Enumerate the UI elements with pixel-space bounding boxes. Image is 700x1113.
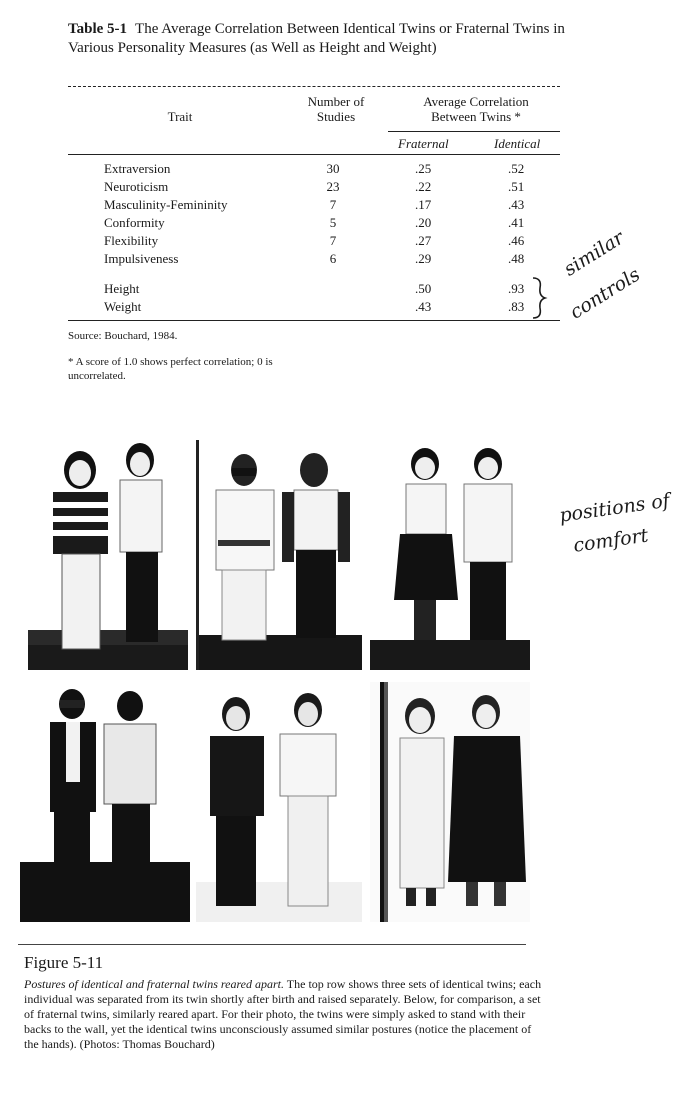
studies-cell: 7: [329, 197, 337, 212]
trait-cell: Height: [104, 281, 140, 296]
table-bottom-rule: [68, 320, 560, 321]
identical-cell: .46: [508, 233, 525, 248]
trait-cell: Weight: [104, 299, 142, 314]
identical-cell: .52: [508, 161, 525, 176]
header-studies-line1: Number of: [307, 94, 365, 109]
table-header-rule: [68, 154, 560, 155]
header-fraternal: Fraternal: [398, 136, 449, 151]
table-number: Table 5-1: [68, 21, 128, 37]
studies-cell: 23: [326, 179, 340, 194]
figure-title: Figure 5-11: [24, 953, 104, 972]
identical-cell: .41: [508, 215, 525, 230]
photo-identical-twins-4: [20, 682, 190, 922]
trait-cell: Conformity: [104, 215, 165, 230]
table-corr-rule: [388, 131, 560, 132]
handwritten-note-similar: similar: [560, 226, 628, 281]
table-top-rule: [68, 86, 560, 87]
header-trait: Trait: [167, 109, 193, 124]
identical-cell: .51: [508, 179, 525, 194]
fraternal-cell: .50: [415, 281, 432, 296]
handwritten-note-controls: controls: [566, 263, 645, 324]
trait-cell: Masculinity-Femininity: [104, 197, 228, 212]
identical-cell: .93: [508, 281, 525, 296]
studies-cell: 5: [329, 215, 337, 230]
fraternal-cell: .17: [415, 197, 432, 212]
trait-cell: Flexibility: [104, 233, 159, 248]
fraternal-cell: .29: [415, 251, 432, 266]
identical-cell: .48: [508, 251, 525, 266]
figure-caption: [24, 977, 544, 1052]
photo-identical-twins-5: [196, 682, 362, 922]
photo-identical-twins-1: [28, 440, 188, 670]
fraternal-cell: .43: [415, 299, 432, 314]
fraternal-cell: .25: [415, 161, 432, 176]
studies-cell: 6: [329, 251, 337, 266]
fraternal-cell: .20: [415, 215, 432, 230]
trait-cell: Impulsiveness: [104, 251, 179, 266]
figure-caption-body: The top row shows three sets of identical twins; each individual was separated from its twin shortly after birth and raised separately. Below, for comparison, a set of fraternal twins, similarly reared apart. For their photo, the twins were simply asked to stand with their backs to the wall, yet the identical twins unconsciously assumed similar postures (notice the placement of the hands). (Photos: Thomas Bouchard): [24, 977, 542, 1051]
handwritten-note-comfort: comfort: [572, 524, 650, 557]
table-source: Source: Bouchard, 1984.: [68, 330, 178, 342]
fraternal-cell: .27: [415, 233, 432, 248]
curly-brace-mark: [530, 276, 550, 320]
photo-identical-twins-2: [196, 440, 362, 670]
identical-cell: .83: [508, 299, 525, 314]
header-studies-line2: Studies: [316, 109, 356, 124]
header-identical: Identical: [494, 136, 541, 151]
photo-fraternal-twins: [370, 682, 530, 922]
fraternal-cell: .22: [415, 179, 432, 194]
trait-cell: Neuroticism: [104, 179, 169, 194]
figure-caption-rule: [18, 944, 526, 945]
handwritten-note-positions: positions of: [558, 489, 672, 527]
header-correlation-line2: Between Twins *: [431, 109, 521, 124]
table-title: The Average Correlation Between Identical Twins or Fraternal Twins in Various Personality Measures (as Well as Height and Weight): [68, 21, 565, 56]
studies-cell: 7: [329, 233, 337, 248]
table-caption: [68, 20, 568, 58]
table-footnote: * A score of 1.0 shows perfect correlation; 0 is uncorrelated.: [68, 356, 273, 382]
figure-caption-lead: Postures of identical and fraternal twins reared apart.: [24, 977, 284, 991]
identical-cell: .43: [508, 197, 525, 212]
studies-cell: 30: [326, 161, 340, 176]
header-correlation-line1: Average Correlation: [423, 94, 529, 109]
photo-identical-twins-3: [370, 440, 530, 670]
trait-cell: Extraversion: [104, 161, 171, 176]
